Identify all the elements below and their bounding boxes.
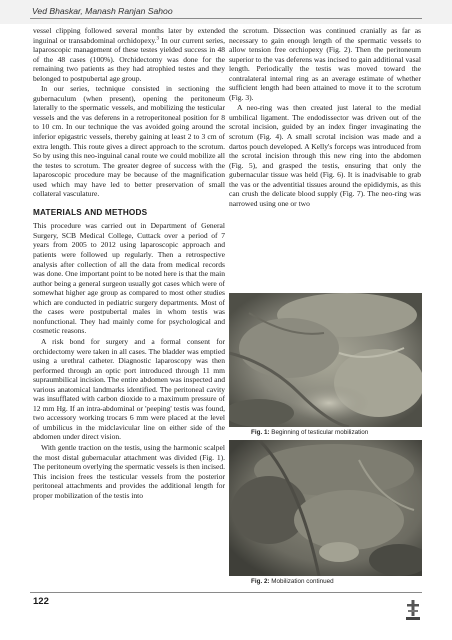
header-rule (30, 18, 422, 19)
figure-2-caption: Fig. 2: Mobilization continued (251, 578, 334, 585)
paragraph: This procedure was carried out in Department of General Surgery, SCB Medical College, Cuttack over a period of 7 years from 2005 to 2012 using laparoscopic approach and patients were followed up regularly. Then a retrospective analysis after collection of all the data from medical records was done. One important point to be noted here is that the main author being a general surgeon usually got cases which were of somewhat higher age group as compared to most other studies which are conducted in pediatric surgery departments. Most of the cases were postpubertal males in whom testis was nonfunctional. They had mainly come for psychological and cosmetic reasons. (33, 221, 225, 336)
figure-2-image (229, 440, 422, 576)
section-heading: MATERIALS AND METHODS (33, 207, 148, 217)
right-column (229, 26, 421, 209)
laparoscopic-photo (229, 293, 422, 427)
reference-mark: 3 (156, 36, 160, 42)
paragraph: the scrotum. Dissection was continued cranially as far as necessary to gain enough length of the spermatic vessels to allow tension free orchiopexy (Fig. 2). Then the peritoneum superior to the vas deferens was incised to gain additional vasal length. Periodically the testis was moved toward the contralateral internal ring as an average estimate of whether sufficient length had been attained to move it to the scrotum (Fig. 3). (229, 26, 421, 102)
paragraph: In our series, technique consisted in sectioning the gubernaculum (when present), opening the peritoneum laterally to the spermatic vessels, and mobilizing the testicular vessels and the vas deferens in a retroperitoneal position for 8 to 10 cm. In our technique the vas avoided going around the inferior epigastric vessels, thereby gaining at least 2 to 3 cm of extra length. This route gives a direct approach to the scrotum. So by using this neo-inguinal canal route we could mobilize all the testes to scrotum. The greater degree of success with the laparoscopic procedure may be because of the magnification used which may have led to better preservation of small collateral vasculature. (33, 84, 225, 199)
footer-rule (30, 592, 422, 593)
running-head: Ved Bhaskar, Manash Ranjan Sahoo (32, 6, 173, 16)
paragraph: With gentle traction on the testis, using the harmonic scalpel the most distal gubernacular attachment was divided (Fig. 1). The peritoneum overlying the spermatic vessels is then incised. This incision frees the testicular vessels from the posterior peritoneal attachments and provides the additional length for proper mobilization of the testis into (33, 442, 225, 500)
left-column (33, 26, 225, 501)
figure-1-image (229, 293, 422, 427)
publisher-logo-icon (405, 598, 421, 622)
laparoscopic-photo (229, 440, 422, 576)
figure-1-caption: Fig. 1: Beginning of testicular mobilization (251, 429, 369, 436)
paragraph: vessel clipping followed several months later by extended inguinal or transabdominal orchidopexy.$^3$ In our current series, laparoscopic management of these testes yielded success in 48 of the 48 cases (100%). Orchidectomy was done for the remaining two patients as they had atrophied testes and they belonged to postpubertal age group. (33, 26, 225, 83)
paragraph: A risk bond for surgery and a formal consent for orchidectomy were taken in all cases. The bladder was emptied using a urethral catheter. Diagnostic laparoscopy was then performed through an optic port introduced through 11 mm supraumbilical incision. The entire abdomen was inspected and various anatomical landmarks identified. The peritoneal cavity was insufflated with carbon dioxide to a maximum pressure of 12 mm Hg. If an intra-abdominal or 'peeping' testis was found, two accessory working trocars 6 mm were placed at the level of umbilicus in the midclavicular line on either side of the abdomen under direct vision. (33, 336, 225, 442)
paragraph: A neo-ring was then created just lateral to the medial umbilical ligament. The endodissector was driven out of the scrotal incision, guided by an index finger invaginating the scrotum (Fig. 4). A small scrotal incision was made and a dartos pouch developed. A Kelly's forceps was introduced from the scrotal incision through this new ring into the abdomen (Fig. 5), and grasped the testis, ensuring that only the gubernacular tissue was held (Fig. 6). It is inadvisable to grab the vas or the adventitial tissues around the epididymis, as this can crush the delicate blood supply (Fig. 7). The neo-ring was narrowed using one or two (229, 103, 421, 208)
page-number: 122 (33, 596, 49, 607)
